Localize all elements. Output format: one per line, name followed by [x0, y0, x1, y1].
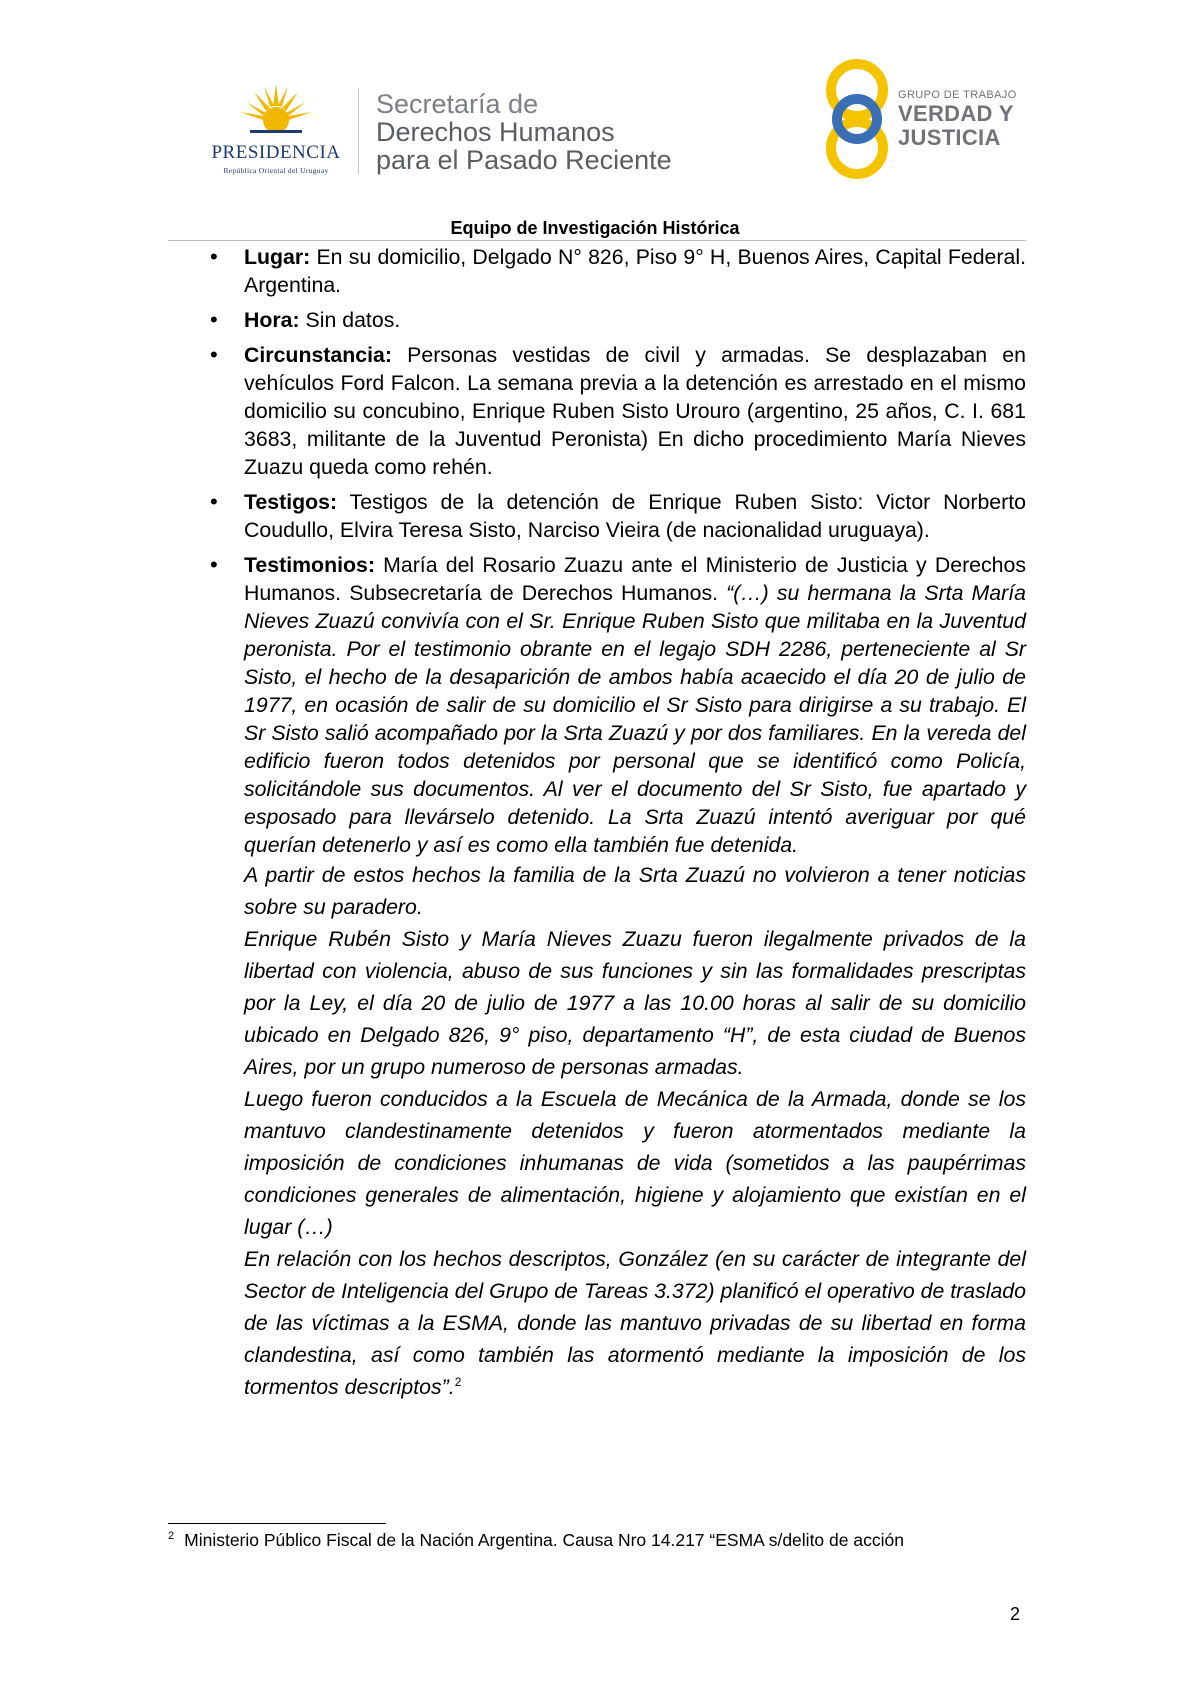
bullet-icon: •	[210, 307, 218, 332]
secretaria-line-1: Secretaría de	[376, 89, 539, 119]
list-item-testigos	[210, 488, 1026, 544]
team-title: Equipo de Investigación Histórica	[450, 218, 740, 238]
label-circunstancia: Circunstancia:	[244, 343, 392, 367]
logo-divider	[358, 88, 359, 174]
text-circunstancia: Personas vestidas de civil y armadas. Se desplazaban en vehículos Ford Falcon. La semana previa a la detención es arrestado en el mismo domicilio su concubino, Enrique Ruben Sisto Urouro (argentino, 25 años, C. I. 681 3683, militante de la Juventud Peronista) En dicho procedimiento María Nieves Zuazu queda como rehén.	[244, 343, 1026, 479]
grupo-trabajo-text	[898, 88, 1017, 150]
secretaria-line-3: para el Pasado Reciente	[376, 145, 672, 175]
presidencia-logo	[196, 80, 356, 180]
document-header	[0, 0, 1190, 238]
header-rule	[168, 240, 1026, 241]
list-item-lugar	[210, 243, 1026, 299]
presidencia-name: PRESIDENCIA	[211, 142, 341, 163]
footnote	[168, 1530, 1028, 1551]
text-testimonios: María del Rosario Zuazu ante el Ministerio de Justicia y Derechos Humanos. Subsecretaría de Derechos Humanos.	[244, 553, 1026, 605]
secretaria-line-2: Derechos Humanos	[376, 117, 615, 147]
grupo-trabajo-line-3: JUSTICIA	[898, 125, 1001, 150]
text-testigos: Testigos de la detención de Enrique Ruben Sisto: Victor Norberto Coudullo, Elvira Teresa Sisto, Narciso Vieira (de nacionalidad uruguaya).	[244, 490, 1026, 542]
bullet-icon: •	[210, 552, 218, 577]
bullet-icon: •	[210, 342, 218, 367]
bullet-icon: •	[210, 244, 218, 269]
label-testigos: Testigos:	[244, 490, 338, 514]
testimony-quote-5: En relación con los hechos descriptos, González (en su carácter de integrante del Sector de Inteligencia del Grupo de Tareas 3.372) planificó el operativo de traslado de las víctimas a la ESMA, donde las mantuvo privadas de su libertad en forma clandestina, así como también las atormentó mediante la imposición de los tormentos descriptos”.	[244, 1247, 1026, 1399]
footnote-rule	[168, 1523, 386, 1524]
secretaria-title	[376, 90, 672, 174]
footnote-text: Ministerio Público Fiscal de la Nación Argentina. Causa Nro 14.217 “ESMA s/delito de acción	[184, 1530, 904, 1550]
footnote-number: 2	[168, 1530, 175, 1543]
rings-icon	[822, 58, 892, 180]
grupo-trabajo-line-1: GRUPO DE TRABAJO	[898, 89, 1017, 101]
text-hora: Sin datos.	[299, 308, 401, 332]
list-item-hora	[210, 306, 1026, 334]
grupo-trabajo-logo	[822, 58, 1032, 180]
list-item-circunstancia	[210, 341, 1026, 481]
testimony-quote-2: A partir de estos hechos la familia de la Srta Zuazú no volvieron a tener noticias sobre su paradero.	[244, 863, 1026, 919]
text-lugar: En su domicilio, Delgado N° 826, Piso 9° H, Buenos Aires, Capital Federal. Argentina.	[244, 245, 1026, 297]
list-item-testimonios	[210, 551, 1026, 1403]
testimony-quote-1: “(…) su hermana la Srta María Nieves Zuazú convivía con el Sr. Enrique Ruben Sisto que militaba en la Juventud peronista. Por el testimonio obrante en el legajo SDH 2286, perteneciente al Sr Sisto, el hecho de la desaparición de ambos había acaecido el día 20 de julio de 1977, en ocasión de salir de su domicilio el Sr Sisto para dirigirse a su trabajo. El Sr Sisto salió acompañado por la Srta Zuazú y por dos familiares. En la vereda del edificio fueron todos detenidos por personal que se identificó como Policía, solicitándole sus documentos. Al ver el documento del Sr Sisto, fue apartado y esposado para llevárselo detenido. La Srta Zuazú intentó averiguar por qué querían detenerlo y así es como ella también fue detenida.	[244, 581, 1026, 857]
testimony-quote-3: Enrique Rubén Sisto y María Nieves Zuazu fueron ilegalmente privados de la libertad con violencia, abuso de sus funciones y sin las formalidades prescriptas por la Ley, el día 20 de julio de 1977 a las 10.00 horas al salir de su domicilio ubicado en Delgado 826, 9° piso, departamento “H”, de esta ciudad de Buenos Aires, por un grupo numeroso de personas armadas.	[244, 927, 1026, 1079]
testimony-quote-4: Luego fueron conducidos a la Escuela de Mecánica de la Armada, donde se los mantuvo clandestinamente detenidos y fueron atormentados mediante la imposición de condiciones inhumanas de vida (sometidos a las paupérrimas condiciones generales de alimentación, higiene y alojamiento que existían en el lugar (…)	[244, 1087, 1026, 1239]
bullet-icon: •	[210, 489, 218, 514]
footnote-reference[interactable]: 2	[454, 1374, 462, 1389]
presidencia-subtitle: República Oriental del Uruguay	[223, 166, 329, 175]
grupo-trabajo-line-2: VERDAD Y	[898, 101, 1014, 126]
label-lugar: Lugar:	[244, 245, 311, 269]
document-body	[210, 243, 1026, 1410]
sun-icon	[236, 80, 316, 142]
page-number: 2	[1010, 1604, 1021, 1624]
label-testimonios: Testimonios:	[244, 553, 375, 577]
label-hora: Hora:	[244, 308, 300, 332]
